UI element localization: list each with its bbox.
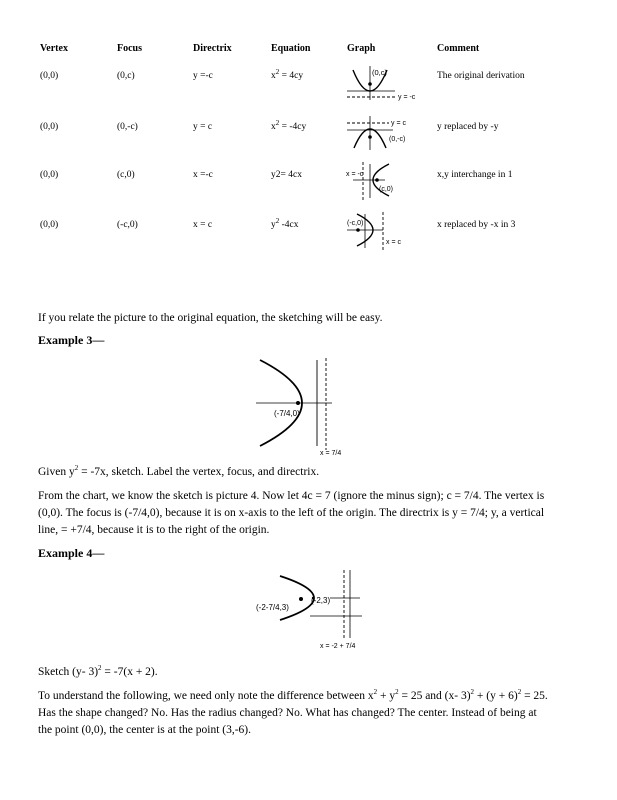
example-3-explanation-line-2: (0,0). The focus is (-7/4,0), because it is on x-axis to the left of the origin. The directrix is y = 7/4; y, a vertical: [38, 507, 545, 519]
example-3-explanation-line-1: From the chart, we know the sketch is picture 4. Now let 4c = 7 (ignore the minus sign); c = 7/4. The vertex is: [38, 490, 545, 502]
cell-comment: x replaced by -x in 3: [437, 220, 516, 230]
cell-vertex: (0,0): [40, 170, 59, 180]
header-vertex: Vertex: [40, 43, 68, 54]
intro-text: If you relate the picture to the original equation, the sketching will be easy.: [38, 312, 383, 324]
example-3-directrix-label: x = 7/4: [320, 450, 342, 456]
example-4-paragraph-line-1: To understand the following, we need only note the difference between $x^2 + y^2 = 25$ and (x- $3)^2 + (y + 6)^2 = 25$.: [38, 688, 548, 702]
cell-equation: $y^2$ -4cx: [271, 216, 299, 230]
cell-focus: (0,-c): [117, 122, 138, 132]
cell-comment: x,y interchange in 1: [437, 170, 513, 180]
cell-equation: $x^2 = -4cy$: [271, 118, 307, 132]
header-equation: Equation: [271, 43, 311, 54]
example-3-graph: [256, 356, 366, 456]
example-4-focus-label: (-2-7/4,3): [256, 603, 289, 612]
example-3-explanation-line-3: line, = +7/4, because it is to the right of the origin.: [38, 524, 270, 536]
graph-directrix-label: x = c: [386, 239, 401, 246]
example-4-paragraph-line-2: Has the shape changed? No. Has the radius changed? No. What has changed? The center. Instead of being at: [38, 707, 537, 719]
header-focus: Focus: [117, 43, 142, 54]
graph-directrix-label: x = -c: [346, 171, 364, 178]
example-4-vertex-label: (-2,3): [311, 596, 331, 605]
cell-focus: (0,c): [117, 71, 135, 81]
cell-equation: y2= 4cx: [271, 170, 302, 180]
graph-focus-label: (0,-c): [389, 136, 406, 143]
graph-row-2: [345, 112, 425, 152]
cell-focus: (-c,0): [117, 220, 138, 230]
cell-vertex: (0,0): [40, 71, 59, 81]
example-3-heading: Example 3—: [38, 333, 105, 347]
graph-directrix-label: y = -c: [398, 94, 416, 101]
graph-focus-label: (c,0): [379, 186, 393, 193]
graph-row-3: [343, 160, 423, 204]
header-comment: Comment: [437, 43, 480, 54]
cell-vertex: (0,0): [40, 122, 59, 132]
header-directrix: Directrix: [193, 43, 232, 54]
graph-row-1: [345, 64, 425, 104]
graph-directrix-label: y = c: [391, 120, 406, 127]
cell-directrix: y = c: [193, 122, 213, 132]
graph-focus-label: (-c,0): [347, 220, 364, 227]
example-4-paragraph-line-3: the point (0,0), the center is at the point (3,-6).: [38, 724, 252, 736]
graph-focus-label: (0,c): [372, 68, 387, 77]
example-4-sketch: Sketch (y- 3)$^2$ = -7(x + 2).: [38, 664, 158, 678]
cell-comment: y replaced by -y: [437, 122, 499, 132]
example-4-directrix-label: x = -2 + 7/4: [320, 643, 356, 650]
example-4-heading: Example 4—: [38, 546, 105, 560]
example-4-graph: [250, 568, 380, 650]
header-graph: Graph: [347, 43, 376, 54]
graph-row-4: [343, 210, 423, 254]
cell-vertex: (0,0): [40, 220, 59, 230]
cell-directrix: x = c: [193, 220, 213, 230]
cell-directrix: x =-c: [193, 170, 213, 180]
cell-focus: (c,0): [117, 170, 135, 180]
example-3-prompt: Given $y^2 = -7x$, sketch. Label the vertex, focus, and directrix.: [38, 464, 320, 478]
example-3-focus-label: (-7/4,0): [274, 409, 300, 418]
cell-directrix: y =-c: [193, 71, 213, 81]
cell-comment: The original derivation: [437, 71, 525, 81]
cell-equation: $x^2 = 4cy$: [271, 67, 304, 81]
